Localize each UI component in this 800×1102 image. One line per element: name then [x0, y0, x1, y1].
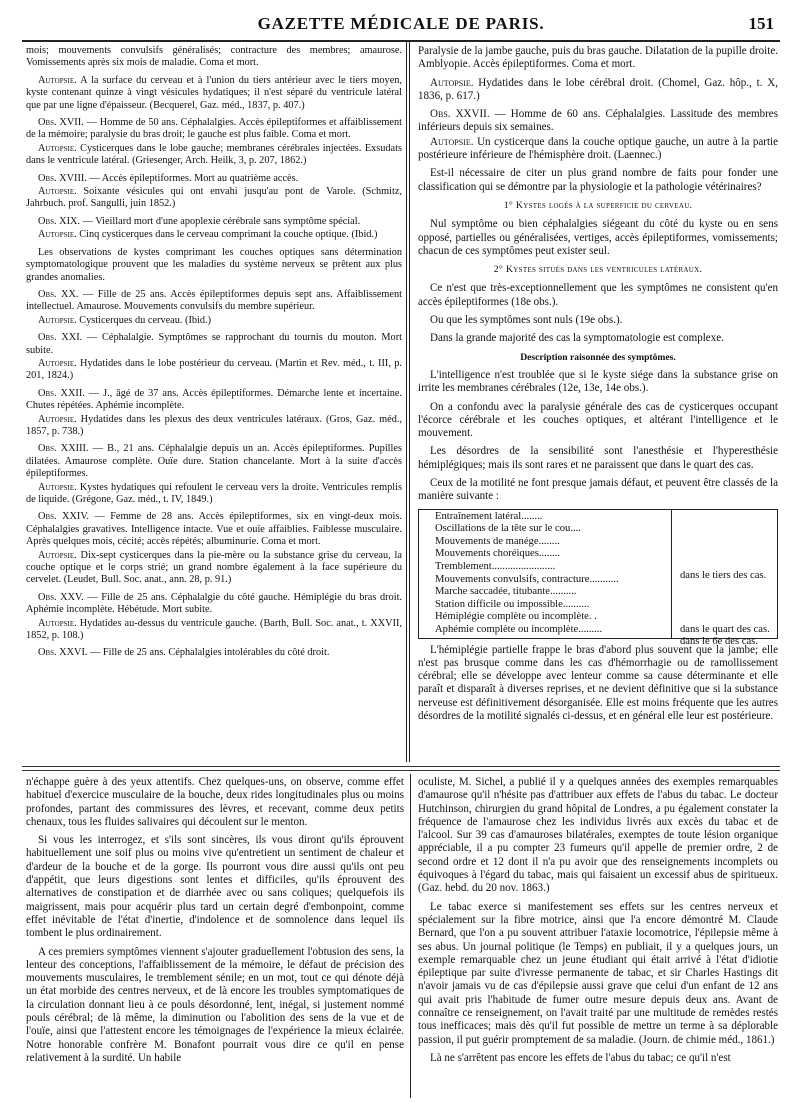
- entry-text: Hydatides dans le lobe postérieur du cerveau. (Martin et Rev. méd., t. III, p. 201, 1824.): [26, 357, 402, 382]
- section-subheading: 2° Kystes situés dans les ventricules latéraux.: [493, 264, 703, 276]
- autopsy-entry: [26, 618, 402, 643]
- paragraph: Ceux de la motilité ne font presque jamais défaut, et peuvent être classés de la manière suivante :: [418, 477, 778, 503]
- observation-entry: [26, 117, 402, 142]
- entry-text: — J., âgé de 37 ans. Accès épileptiformes. Démarche lente et incertaine. Chutes répétées. Aphémie incomplète.: [26, 387, 402, 412]
- motility-item-label: Hémiplégie complète ou incomplète: [435, 611, 589, 623]
- running-title: GAZETTE MÉDICALE DE PARIS.: [257, 14, 545, 33]
- motility-item-label: Mouvements de manége: [435, 535, 539, 547]
- entry-text: Cinq cysticerques dans le cerveau comprimant la couche optique. (Ibid.): [76, 229, 378, 241]
- paragraph: Est-il nécessaire de citer un plus grand nombre de faits pour fonder une classification qui se démontre par la physiologie et la pathologie vétérinaires?: [418, 167, 778, 193]
- motility-groups: [672, 510, 777, 647]
- entry-text: — Homme de 50 ans. Céphalalgies. Accès épileptiformes et affaiblissement de la mémoire; paralysie du bras droit; le gauche est plus faible. Coma et mort.: [26, 117, 402, 141]
- autopsy-entry: [26, 482, 402, 507]
- paragraph: Là ne s'arrêtent pas encore les effets de l'abus du tabac; ce qu'il n'est: [430, 1051, 731, 1064]
- right-column-top: [418, 45, 778, 504]
- paragraph: A ces premiers symptômes viennent s'ajouter graduellement l'obtusion des sens, la lenteur des conceptions, l'affaiblissement de la mémoire, le défaut de précision des mouvements musculaires, le tremblement sénile; en un mot, tout ce qui dénote déjà un état morbide des centres nerveux, et de là encore les troubles symptomatiques de la circulation donnant lieu à ce pouls désordonné, lent, inégal, si justement nommé pouls cérébral; de là même, la diminution ou l'abolition des sens de la vue et de l'ouïe, ainsi que l'attestent encore les témoignages de l'expérience la mieux éclairée. Notre honorable confrère M. Bonafont pourrait vous dire ce qu'il en pense relativement à la surdité. Un habile: [26, 945, 404, 1064]
- observation-label: Obs. XXII.: [38, 387, 85, 399]
- paragraph: L'intelligence n'est troublée que si le kyste siége dans la substance grise on irrite les membranes cérébrales (12e, 13e, 14e obs.).: [418, 368, 778, 395]
- motility-item-label: Marche saccadée, titubante: [435, 586, 550, 598]
- autopsy-entry: [418, 77, 778, 104]
- motility-item-label: Station difficile ou impossible: [435, 598, 563, 610]
- bottom-right-column: [418, 776, 778, 1098]
- entry-text: Hydatides dans le lobe cérébral droit. (Chomel, Gaz. hôp., t. X, 1836, p. 617.): [418, 76, 778, 102]
- page-header: [22, 14, 780, 38]
- entry-text: Hydatides au-dessus du ventricule gauche. (Barth, Bull. Soc. anat., t. XXVII, 1852, p. 108.): [26, 617, 402, 642]
- autopsy-label: Autopsie.: [430, 76, 474, 89]
- observation-label: Obs. XIX.: [38, 215, 81, 227]
- entry-text: Un cysticerque dans la couche optique gauche, un autre à la partie postérieure inférieure de l'hémisphère droit. (Laennec.): [418, 135, 778, 162]
- section-rule-1: [22, 766, 780, 767]
- paragraph: Ce n'est que très-exceptionnellement que les symptômes ne consistent qu'en accès épileptiformes (18e obs.).: [418, 282, 778, 308]
- motility-item: [435, 536, 667, 549]
- observation-label: Obs. XX.: [38, 288, 79, 300]
- entry-text: A la surface du cerveau et à l'union du tiers antérieur avec le tiers moyen, kyste contenant quinze à vingt vésicules hydatiques; il n'est séparé du ventricule latéral que par une ligne d'épaisseur. (Becquerel, Gaz. méd., 1837, p. 407.): [26, 74, 402, 111]
- section-subheading: 1° Kystes logés à la superficie du cerveau.: [503, 199, 693, 211]
- motility-item-label: Mouvements convulsifs, contracture: [435, 573, 590, 585]
- observation-label: Obs. XXI.: [38, 332, 83, 344]
- motility-item: [435, 523, 667, 536]
- motility-item-label: Tremblement: [435, 560, 492, 572]
- group-label-third: dans le tiers des cas.: [680, 569, 767, 581]
- entry-text: Kystes hydatiques qui refoulent le cerveau vers la droite. Ventricules remplis de liquide. (Grégone, Gaz. méd., t. IV, 1849.): [26, 481, 402, 505]
- observation-entry: [26, 592, 402, 617]
- paragraph: Le tabac exerce si manifestement ses effets sur les centres nerveux et spécialement sur la fibre motrice, ainsi que l'a encore démontré M. Claude Bernard, que l'on a pu souvent attribuer l'ataxie locomotrice, l'épilepsie même à ses abus. Un journal politique (le Temps) en publiait, il y a quelques jours, un exemple remarquable chez un jeune étudiant qui était arrivé à l'état d'idiotie épileptique par suite d'ivresse permanente de tabac, et sir Charles Hastings dit n'avoir jamais vu de cas d'épilepsie aussi grave que celui d'un enfant de 12 ans qui avait pris l'habitude de fumer outre mesure depuis deux ans. Avant de connaître ce renseignement, on l'avait traité par une multitude de remèdes restés tous inefficaces; mais dès qu'il fut possible de mettre un terme à sa déplorable passion, il put guérir promptement de sa maladie. (Journ. de chimie méd., 1861.): [418, 900, 778, 1046]
- autopsy-entry: [26, 143, 402, 168]
- leader-dots: ....: [570, 523, 581, 535]
- autopsy-label: Autopsie.: [38, 617, 77, 629]
- autopsy-label: Autopsie.: [38, 549, 77, 561]
- observation-entry: [26, 289, 402, 314]
- motility-table: [418, 509, 778, 647]
- observation-entry: [26, 173, 402, 185]
- column-divider-top-a: [406, 42, 407, 762]
- motility-item: [435, 586, 667, 599]
- motility-item: [435, 511, 667, 524]
- motility-item: [435, 561, 667, 574]
- paragraph: Les désordres de la sensibilité sont l'anesthésie et l'hyperesthésie hémiplégiques; mais ils sont rares et ne paraissent que dans le quart des cas.: [418, 445, 778, 471]
- motility-item: [435, 624, 667, 637]
- autopsy-entry: [26, 358, 402, 383]
- autopsy-label: Autopsie.: [38, 186, 77, 198]
- observation-label: Obs. XXIII.: [38, 443, 89, 455]
- motility-item-label: Oscillations de la tête sur le cou: [435, 523, 571, 535]
- autopsy-label: Autopsie.: [38, 481, 77, 493]
- autopsy-label: Autopsie.: [38, 357, 77, 369]
- paragraph-continued: mois; mouvements convulsifs généralisés; contracture des membres; amaurose. Vomissements après six mois de maladie. Coma et mort.: [26, 45, 402, 69]
- paragraph: On a confondu avec la paralysie générale des cas de cysticerques occupant l'écorce cérébrale et les couches optiques, et altérant l'intelligence et le mouvement.: [418, 400, 778, 440]
- leader-dots: ........: [521, 510, 543, 522]
- autopsy-entry: [26, 414, 402, 439]
- entry-text: Hydatides dans les plexus des deux ventricules latéraux. (Gros, Gaz. méd., 1857, p. 738.): [26, 413, 402, 437]
- autopsy-entry: [26, 550, 402, 587]
- autopsy-entry: [26, 315, 402, 327]
- leader-dots: .........: [578, 623, 603, 635]
- autopsy-label: Autopsie.: [38, 74, 77, 86]
- entry-text: — Fille de 25 ans. Céphalalgie du côté gauche. Hémiplégie du bras droit. Aphémie incomplète. Hébétude. Mort subite.: [26, 591, 402, 616]
- motility-item: [435, 611, 667, 624]
- observation-entry: [26, 332, 402, 357]
- observation-entry: [26, 216, 402, 228]
- entry-text: Soixante vésicules qui ont envahi jusqu'au pont de Varole. (Schmitz, Jahrbuch. prof. Sangulli, juin 1852.): [26, 186, 402, 210]
- motility-item-label: Aphémie complète ou incomplète: [435, 623, 579, 635]
- motility-item: [435, 599, 667, 612]
- entry-text: — Accès épileptiformes. Mort au quatrième accès.: [86, 172, 299, 184]
- motility-item: [435, 548, 667, 561]
- motility-item-label: Entraînement latéral: [435, 510, 522, 522]
- right-column-after: [418, 644, 778, 724]
- section-rule-2: [22, 770, 780, 771]
- autopsy-label: Autopsie.: [38, 314, 77, 326]
- paragraph: Ou que les symptômes sont nuls (19e obs.).: [430, 314, 623, 327]
- group-label-sixth: dans le 6e des cas.: [680, 635, 758, 647]
- entry-text: — Fille de 25 ans. Accès épileptiformes depuis sept ans. Affaiblissement intellectuel. Amaurose. Mouvements convulsifs du membre supérieur.: [26, 288, 402, 313]
- column-divider-top-b: [409, 42, 410, 762]
- autopsy-entry: [418, 136, 778, 163]
- motility-item: [435, 574, 667, 587]
- right-column: [418, 45, 778, 760]
- entry-text: — Femme de 28 ans. Accès épileptiformes, six en vingt-deux mois. Céphalalgies gravatives. Intelligence intacte. Vue et ouïe affaiblies. Faiblesse musculaire. Après quelques mois, cécité; accès répétés; albuminurie. Coma et mort.: [26, 511, 402, 548]
- entry-text: — B., 21 ans. Céphalalgie depuis un an. Accès épileptiformes. Pupilles dilatées. Amaurose complète. Ouïe dure. Station chancelante. Mort à la suite d'accès épileptiformes.: [26, 443, 402, 480]
- header-rule: [22, 40, 780, 42]
- observation-label: Obs. XXVII.: [430, 108, 490, 121]
- section-heading: Description raisonnée des symptômes.: [520, 351, 676, 363]
- entry-text: Cysticerques du cerveau. (Ibid.): [76, 314, 212, 326]
- paragraph: Les observations de kystes comprimant les couches optiques sans détermination symptomatologique prouvent que les maladies du système nerveux se prêtent aux plus grandes anomalies.: [26, 246, 402, 283]
- motility-item-label: Mouvements choréiques: [435, 548, 539, 560]
- observation-entry: [26, 647, 402, 659]
- autopsy-entry: [26, 229, 402, 241]
- entry-text: — Céphalalgie. Symptômes se rapprochant du tournis du mouton. Mort subite.: [26, 332, 402, 356]
- entry-text: — Homme de 60 ans. Céphalalgies. Lassitude des membres inférieurs depuis six semaines.: [418, 108, 778, 134]
- leader-dots: ........: [538, 548, 561, 560]
- paragraph: Si vous les interrogez, et s'ils sont sincères, ils vous diront qu'ils éprouvent habituellement une soif plus ou moins vive qu'entretient un sentiment de chaleur et d'ardeur de la bouche et de la gorge. Ils pourront vous dire aussi qu'ils ont peu d'appétit, que leurs digestions sont lentes et difficiles, qu'ils éprouvent des alternatives de constipation et de diarrhée avec ou sans coliques; quelquefois ils maigrissent, mais pour acquérir plus tard un certain degré d'embonpoint, comme effet inévitable de l'état d'inertie, d'indolence et de somnolence dans lequel ils tombent le plus ordinairement.: [26, 834, 404, 940]
- observation-label: Obs. XXV.: [38, 591, 84, 603]
- entry-text: — Fille de 25 ans. Céphalalgies intolérables du côté droit.: [87, 647, 330, 659]
- entry-text: Dix-sept cysticerques dans la pie-mère ou la substance grise du cerveau, la couche optique et le corps strié; un grand nombre également à la face supérieure du cervelet. (Leudet, Bull. Soc. anat., ann. 28, p. 91.): [26, 549, 402, 586]
- autopsy-label: Autopsie.: [430, 135, 474, 148]
- leader-dots: ...........: [589, 573, 619, 585]
- entry-text: Cysticerques dans le lobe gauche; membranes cérébrales injectées. Exsudats dans le ventricule latéral. (Griesenger, Arch. Heilk, 3, p. 207, 1862.): [26, 142, 402, 167]
- observation-entry: [26, 388, 402, 413]
- column-divider-bottom: [410, 774, 411, 1098]
- paragraph: Dans la grande majorité des cas la symptomatologie est complexe.: [430, 332, 724, 345]
- observation-label: Obs. XXVI.: [38, 647, 88, 659]
- leader-dots: ..........: [550, 586, 577, 598]
- leader-dots: ........: [538, 535, 560, 547]
- observation-entry: [26, 511, 402, 548]
- group-label-quarter: dans le quart des cas.: [680, 623, 770, 635]
- paragraph: L'hémiplégie partielle frappe le bras d'abord plus souvent que la jambe; elle n'est pas brusque comme dans les cas d'hémorrhagie ou de ramollissement cérébral; elle se développe avec lenteur comme sa cause déterminante et elle paraît et disparaît à diverses reprises, et ne devient définitive que si la substance nerveuse est définitivement désorganisée. Elle est moins fréquente que les autres désordres de la motilité signalés ci-dessus, et en général elle leur est postérieure.: [418, 643, 778, 723]
- observation-label: Obs. XVIII.: [38, 172, 87, 184]
- observation-label: Obs. XVII.: [38, 117, 84, 129]
- observation-entry: [26, 443, 402, 480]
- observation-label: Obs. XXIV.: [38, 511, 90, 523]
- paragraph-continued: oculiste, M. Sichel, a publié il y a quelques années des exemples remarquables d'amaurose qu'il n'hésite pas d'attribuer aux effets de l'abus du tabac. Le docteur Hutchinson, chirurgien du grand hôpital de Londres, a pu également constater la fréquence de l'amaurose chez les individus livrés aux excès du tabac et de l'alcool. Sur 39 cas d'amauroses bilatérales, exemptes de toute lésion organique appréciable, il a pu compter 23 fumeurs qu'il appelle de premier ordre, 2 de second ordre et 12 dont il n'a pu avoir que des renseignements incomplets ou équivoques à l'égard du tabac, mais qui faisaient un excessif abus de spiritueux. (Gaz. hebd. du 20 nov. 1863.): [418, 776, 778, 895]
- leader-dots: ........................: [491, 560, 556, 572]
- autopsy-entry: [26, 75, 402, 112]
- motility-list: [419, 510, 672, 638]
- leader-dots: ..........: [562, 598, 590, 610]
- paragraph: Nul symptôme ou bien céphalalgies siégeant du côté du kyste ou en sens opposé, partielles ou généralisées, vertiges, accès épileptiformes, vomissements; chacun de ces symptômes peut exister seul.: [418, 218, 778, 257]
- paragraph-continued: Paralysie de la jambe gauche, puis du bras gauche. Dilatation de la pupille droite. Amblyopie. Accès épileptiformes. Coma et mort.: [418, 45, 778, 71]
- observation-entry: [418, 108, 778, 135]
- leader-dots: . .: [588, 611, 597, 623]
- autopsy-label: Autopsie.: [38, 229, 77, 241]
- entry-text: — Vieillard mort d'une apoplexie cérébrale sans symptôme spécial.: [80, 215, 361, 227]
- left-column: [26, 45, 402, 757]
- autopsy-label: Autopsie.: [38, 142, 77, 154]
- page-number: 151: [748, 14, 774, 33]
- paragraph-continued: n'échappe guère à des yeux attentifs. Chez quelques-uns, on observe, comme effet habituel d'exercice musculaire de la bouche, deux rides longitudinales plus ou moins profondes, partant des commissures des lèvres, et recevant, comme deux petits chenaux, tous les fluides salivaires qui découlent sur le menton.: [26, 776, 404, 828]
- autopsy-entry: [26, 186, 402, 211]
- bottom-left-column: [26, 776, 404, 1098]
- autopsy-label: Autopsie.: [38, 413, 77, 425]
